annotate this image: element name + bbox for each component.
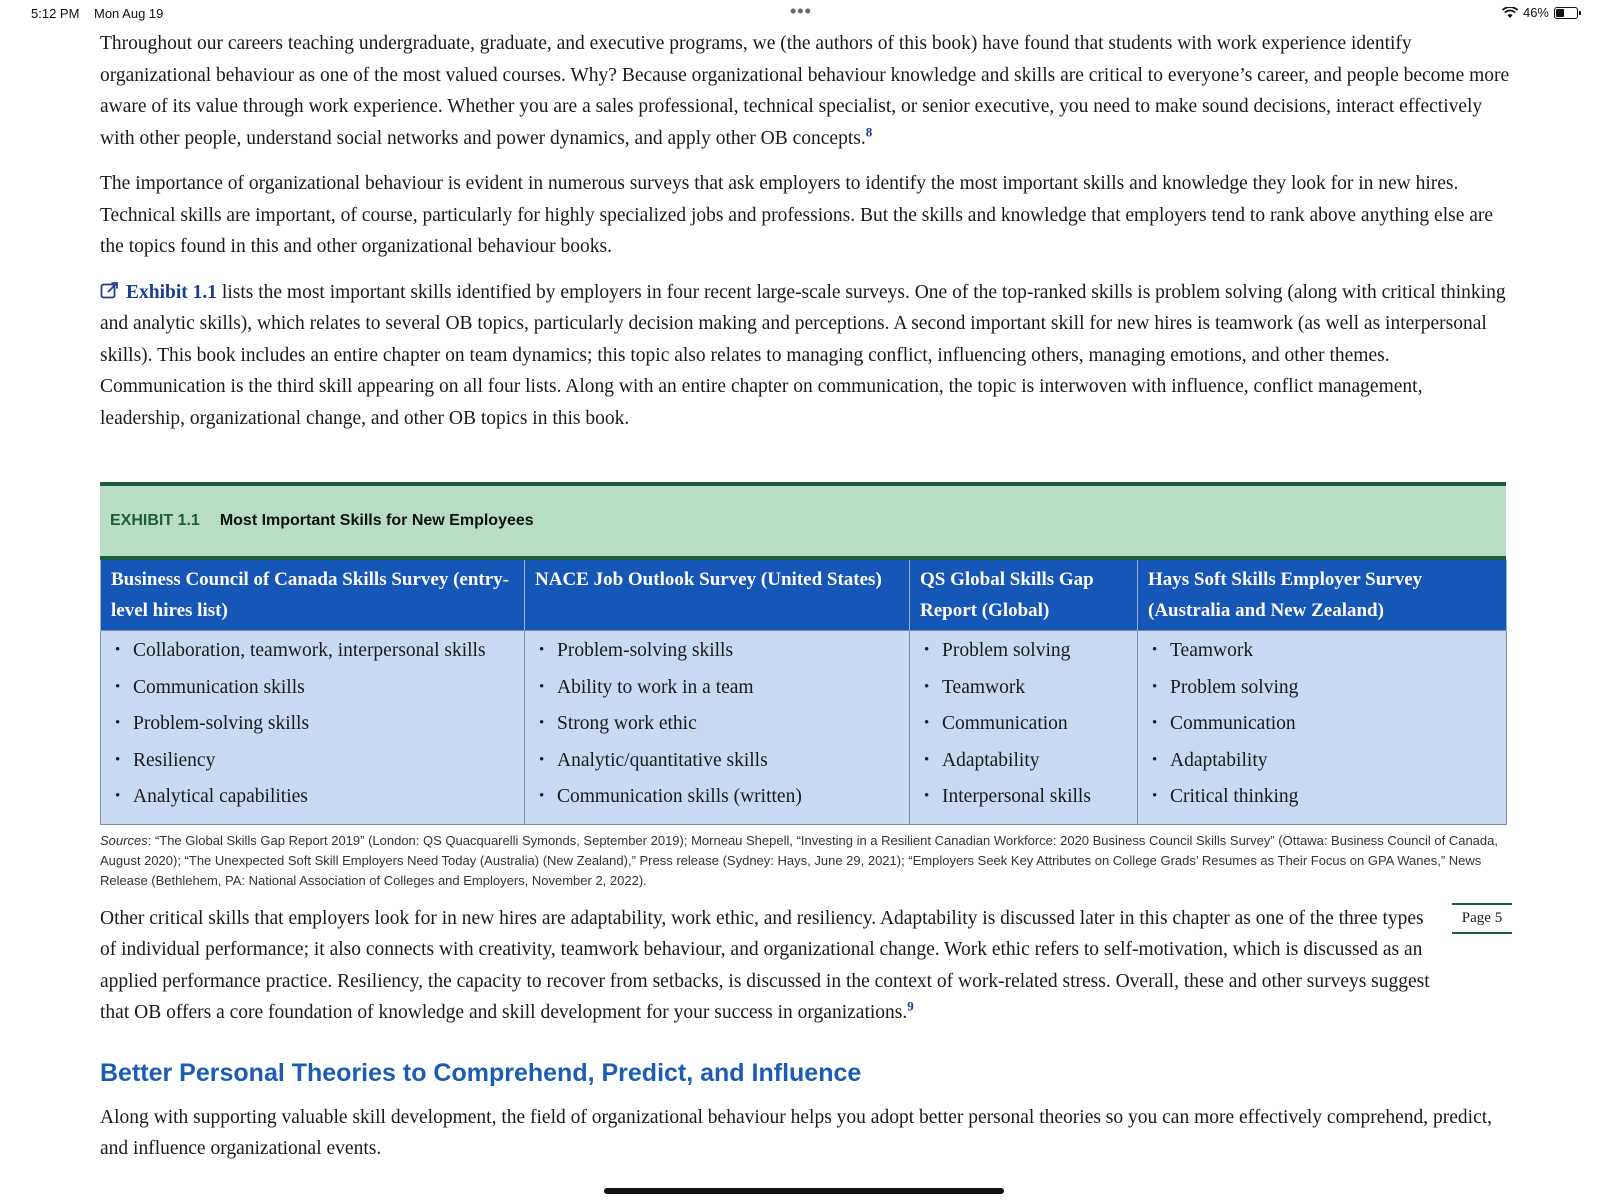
list-item: • Adaptability <box>920 745 1127 777</box>
status-time: 5:12 PM <box>31 6 80 21</box>
list-item: • Teamwork <box>1148 635 1496 667</box>
paragraph-4-text: Other critical skills that employers look for in new hires are adaptability, work ethic, and resiliency. Adaptability is discussed later in this chapter as one of the three types of individual performance; it also connects with creativity, teamwork behaviour, and organizational change. Work ethic refers to self-motivation, which is discussed as an applied performance practice. Resiliency, the capacity to recover from setbacks, is discussed in the context of work-related stress. Overall, these and other surveys suggest that OB offers a core foundation of knowledge and skill development for your success in organizations. <box>100 907 1430 1023</box>
column-header: NACE Job Outlook Survey (United States) <box>525 560 910 631</box>
section-heading: Better Personal Theories to Comprehend, Predict, and Influence <box>100 1058 862 1087</box>
paragraph-1-text: Throughout our careers teaching undergraduate, graduate, and executive programs, we (the authors of this book) have found that students with work experience identify organizational behaviour as one of the most valued courses. Why? Because organizational behaviour knowledge and skills are critical to everyone’s career, and people become more aware of its value through work experience. Whether you are a sales professional, technical specialist, or senior executive, you need to make sound decisions, interact effectively with other people, understand social networks and power dynamics, and apply other OB concepts. <box>100 33 1510 149</box>
paragraph-1 <box>100 28 1512 154</box>
wifi-icon <box>1502 7 1518 19</box>
endnote-9[interactable]: 9 <box>907 998 914 1014</box>
paragraph-3 <box>100 277 1512 435</box>
paragraph-5: Along with supporting valuable skill development, the field of organizational behaviour helps you adopt better personal theories so you can more effectively comprehend, predict, and influence organizational events. <box>100 1106 1493 1159</box>
battery-percent: 46% <box>1522 5 1549 20</box>
table-cell <box>101 631 525 825</box>
list-item: • Communication <box>1148 708 1496 740</box>
list-item: • Analytical capabilities <box>111 781 514 813</box>
exhibit-header <box>100 486 1506 560</box>
exhibit-1-1 <box>100 482 1506 825</box>
status-bar <box>0 0 1600 30</box>
list-item: • Adaptability <box>1148 745 1496 777</box>
list-item: • Collaboration, teamwork, interpersonal skills <box>111 635 514 667</box>
list-item: • Problem-solving skills <box>111 708 514 740</box>
table-row <box>101 631 1507 825</box>
table-cell <box>1138 631 1507 825</box>
exhibit-title: Most Important Skills for New Employees <box>219 512 534 529</box>
list-item: • Problem-solving skills <box>535 635 899 667</box>
exhibit-sources <box>100 831 1506 891</box>
paragraph-2: The importance of organizational behaviour is evident in numerous surveys that ask employers to identify the most important skills and knowledge they look for in new hires. Technical skills are important, of course, particularly for highly specialized jobs and professions. But the skills and knowledge that employers tend to rank above anything else are the topics found in this and other organizational behaviour books. <box>100 173 1494 257</box>
column-header: Hays Soft Skills Employer Survey (Australia and New Zealand) <box>1138 560 1507 631</box>
table-cell <box>525 631 910 825</box>
status-date: Mon Aug 19 <box>94 6 164 21</box>
list-item: • Problem solving <box>920 635 1127 667</box>
list-item: • Teamwork <box>920 672 1127 704</box>
sources-text: : “The Global Skills Gap Report 2019” (London: QS Quacquarelli Symonds, September 2019); Morneau Shepell, “Investing in a Resilient Canadian Workforce: 2020 Business Council Skills Survey” (Ottawa: Business Council of Canada, August 2020); “The Unexpected Soft Skill Employers Need Today (Australia) (New Zealand),” Press release (Sydney: Hays, June 29, 2021); “Employers Seek Key Attributes on College Grads’ Resumes as Their Focus on GPA Wanes,” News Release (Bethlehem, PA: National Association of Colleges and Employers, November 2, 2022). <box>100 832 1498 888</box>
endnote-8[interactable]: 8 <box>865 124 873 139</box>
home-indicator[interactable] <box>604 1188 1004 1194</box>
battery-fill <box>1556 9 1564 17</box>
list-item: • Communication <box>920 708 1127 740</box>
page-content <box>100 28 1512 1179</box>
skills-table <box>100 560 1507 825</box>
list-item: • Resiliency <box>111 745 514 777</box>
external-link-icon[interactable] <box>100 280 120 300</box>
column-header: QS Global Skills Gap Report (Global) <box>910 560 1138 631</box>
table-header-row <box>101 560 1507 631</box>
status-right <box>1502 5 1578 20</box>
page-marker: Page 5 <box>1452 903 1512 934</box>
exhibit-number: EXHIBIT 1.1 <box>110 512 200 529</box>
list-item: • Problem solving <box>1148 672 1496 704</box>
list-item: • Communication skills (written) <box>535 781 899 813</box>
list-item: • Interpersonal skills <box>920 781 1127 813</box>
paragraph-3-text: lists the most important skills identified by employers in four recent large-scale surveys. One of the top-ranked skills is problem solving (along with critical thinking and analytic skills), which relates to several OB topics, particularly decision making and perceptions. A second important skill for new hires is teamwork (as well as interpersonal skills). This book includes an entire chapter on team dynamics; this topic also relates to managing conflict, influencing others, managing emotions, and other themes. Communication is the third skill appearing on all four lists. Along with an entire chapter on communication, the topic is interwoven with influence, conflict management, leadership, organizational change, and other OB topics in this book. <box>100 281 1506 429</box>
list-item: • Ability to work in a team <box>535 672 899 704</box>
list-item: • Strong work ethic <box>535 708 899 740</box>
column-header: Business Council of Canada Skills Survey (entry-level hires list) <box>101 560 525 631</box>
list-item: • Communication skills <box>111 672 514 704</box>
table-cell <box>910 631 1138 825</box>
sources-label: Sources <box>100 832 148 848</box>
multitasking-dots[interactable]: ••• <box>790 1 812 21</box>
battery-icon <box>1554 7 1578 19</box>
exhibit-link[interactable]: Exhibit 1.1 <box>126 281 218 303</box>
paragraph-4-wrap <box>100 903 1512 1029</box>
paragraph-4 <box>100 903 1512 1029</box>
list-item: • Critical thinking <box>1148 781 1496 813</box>
list-item: • Analytic/quantitative skills <box>535 745 899 777</box>
